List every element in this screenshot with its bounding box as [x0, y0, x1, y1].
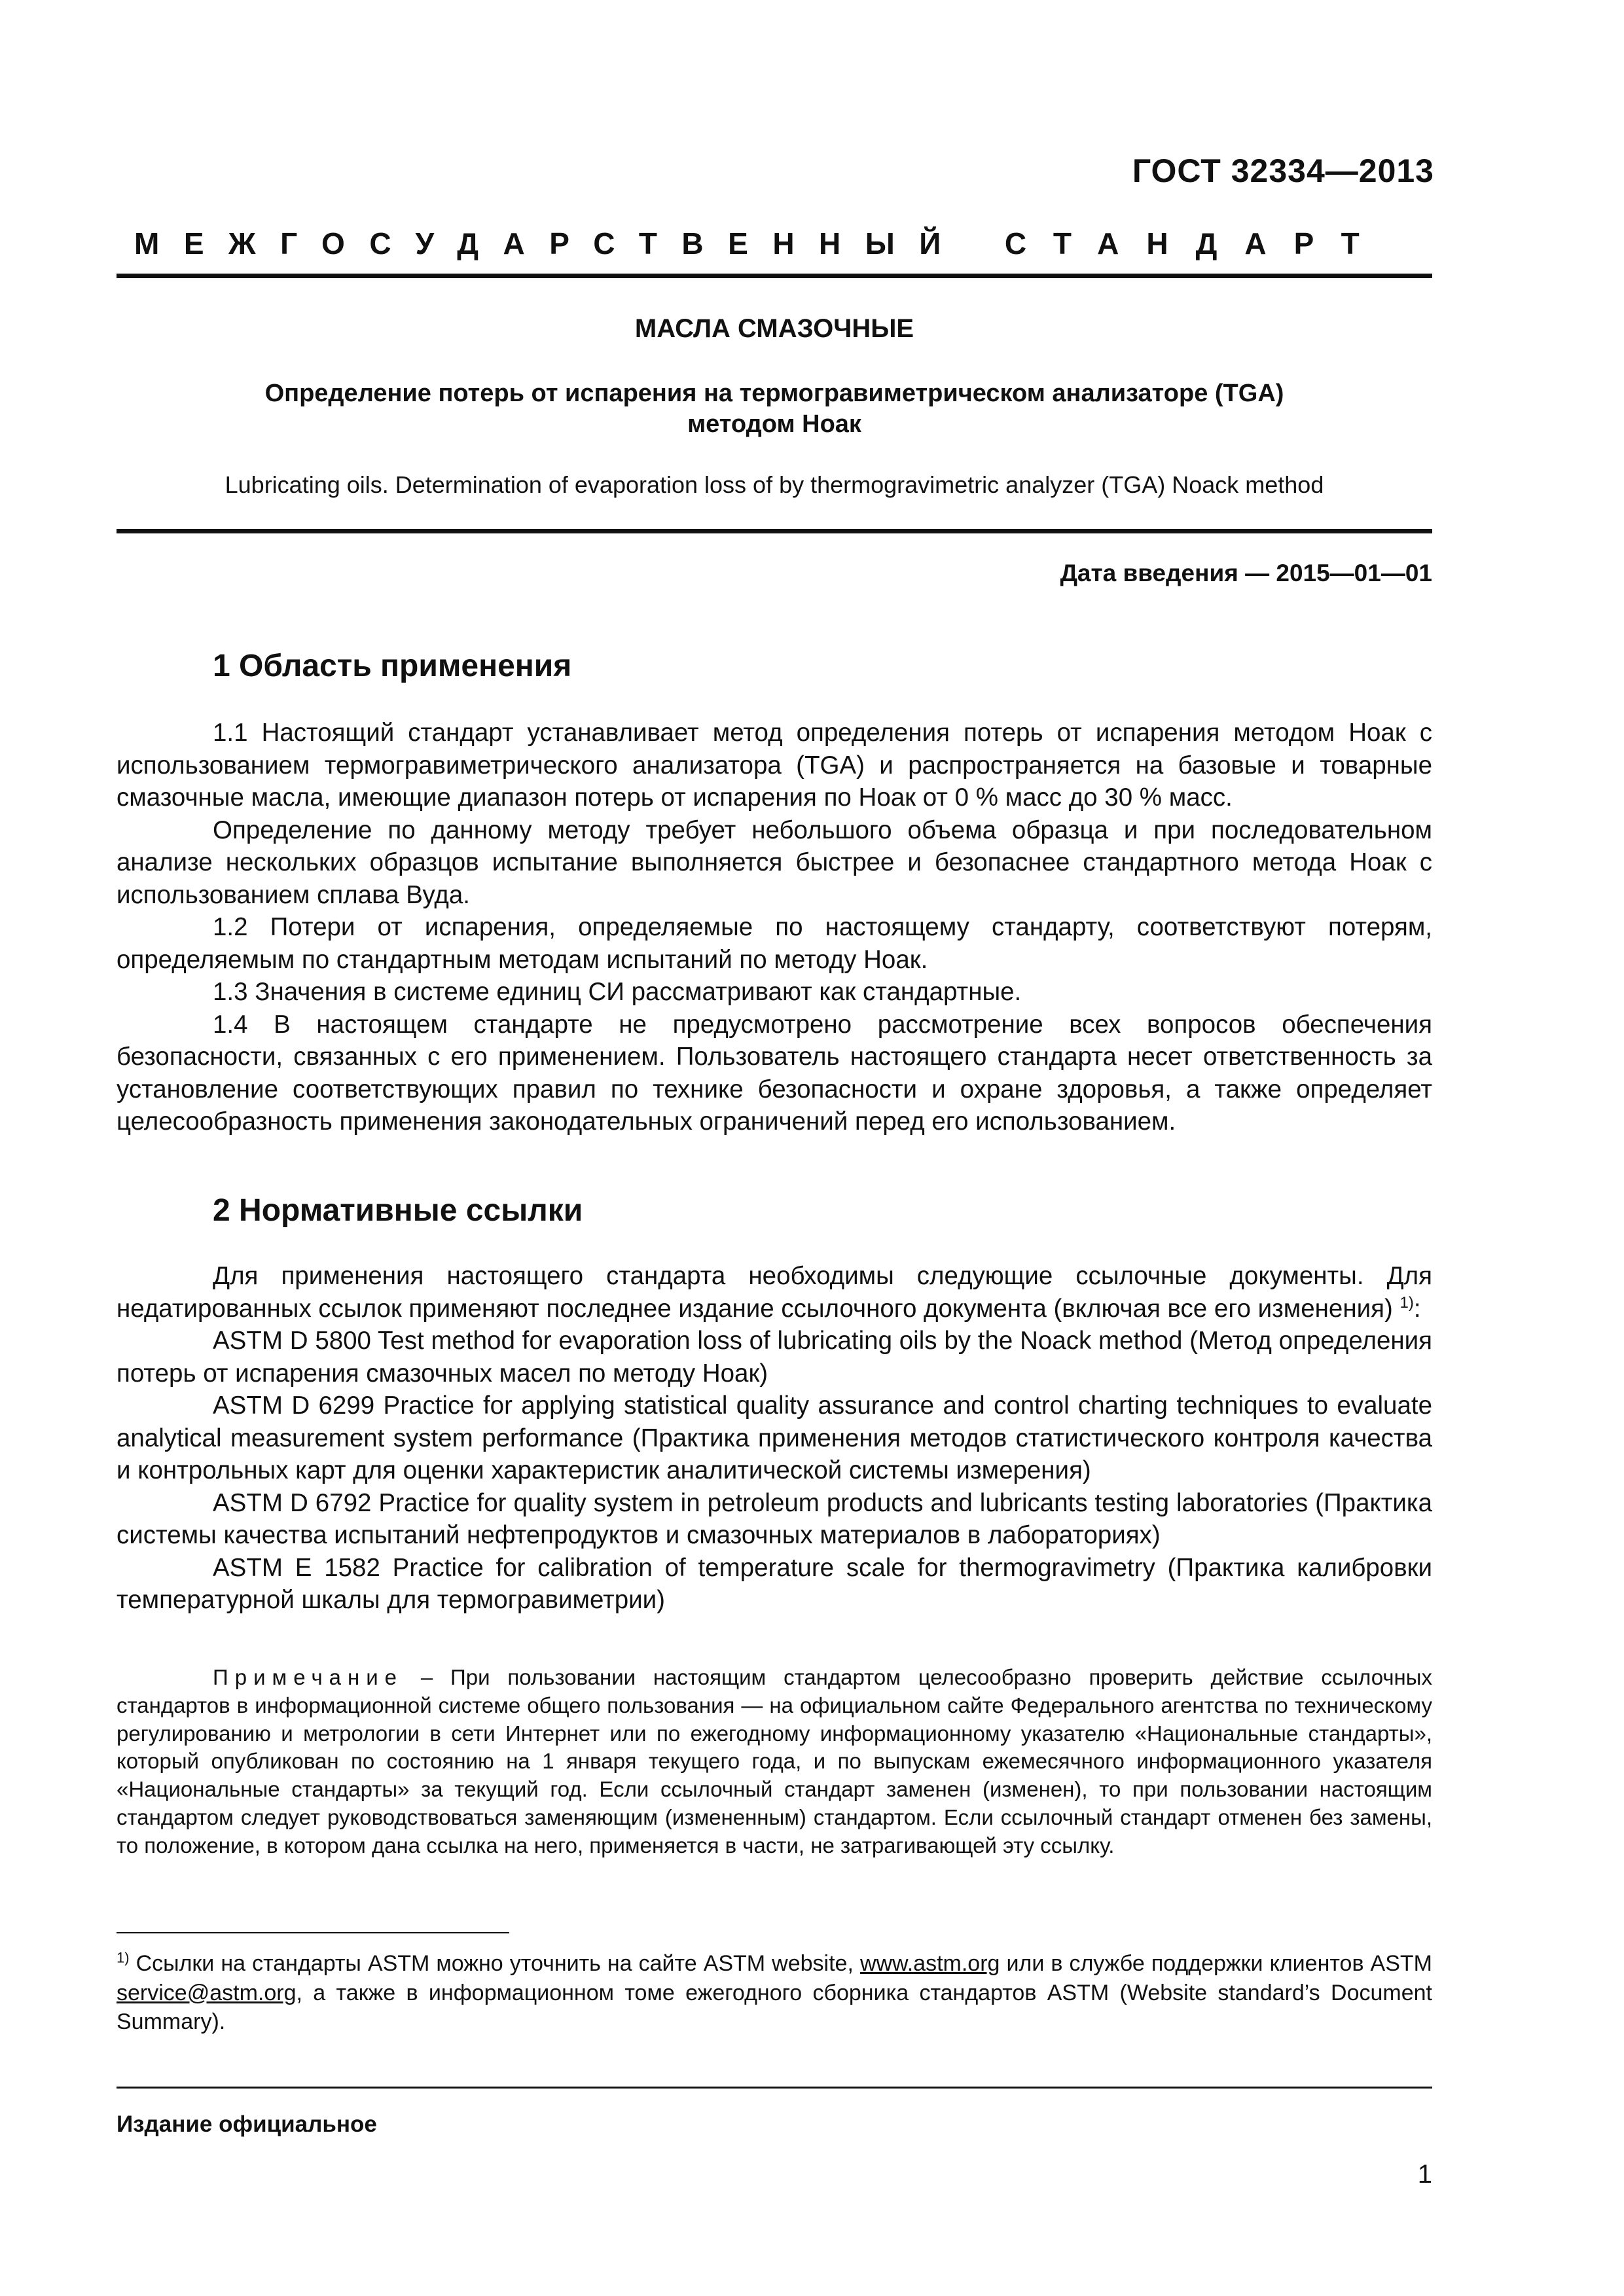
- footnote-separator: [117, 1932, 509, 1933]
- footnote-text: , а также в информационном томе ежегодного сборника стандартов ASTM (Website standard’s Document Summary).: [117, 1980, 1432, 2034]
- interstate-word: МЕЖГОСУДАРСТВЕННЫЙ: [134, 226, 965, 260]
- section-2-heading: 2 Нормативные ссылки: [213, 1193, 583, 1228]
- page-number: 1: [1417, 2160, 1432, 2189]
- note-block: [117, 1664, 1432, 1860]
- footnote-marker: 1): [117, 1949, 130, 1966]
- subtitle-line-1: Определение потерь от испарения на термогравиметрическом анализаторе (TGA): [264, 380, 1284, 407]
- paragraph: 1.2 Потери от испарения, определяемые по настоящему стандарту, соответствуют потерям, определяемым по стандартным методам испытаний по методу Ноак.: [117, 913, 1432, 974]
- title-rule: [117, 529, 1432, 533]
- introduction-date: Дата введения — 2015—01—01: [1060, 560, 1432, 586]
- footnote-ref: 1): [1399, 1293, 1414, 1312]
- interstate-standard-label: [134, 226, 1391, 261]
- paragraph: Определение по данному методу требует небольшого объема образца и при последовательном анализе нескольких образцов испытание выполняется быстрее и безопаснее стандартного метода Ноак с использованием сплава Вуда.: [117, 816, 1432, 909]
- footnote-text: Ссылки на стандарты ASTM можно уточнить на сайте ASTM website,: [129, 1951, 860, 1976]
- refs-intro-text: Для применения настоящего стандарта необходимы следующие ссылочные документы. Для недатированных ссылок применяют последнее издание ссылочного документа (включая все его изменения): [117, 1262, 1432, 1323]
- paragraph: 1.3 Значения в системе единиц СИ рассматривают как стандартные.: [213, 978, 1022, 1006]
- note-label: Примечание: [213, 1665, 404, 1689]
- reference-item: ASTM D 5800 Test method for evaporation loss of lubricating oils by the Noack method (Метод определения потерь от испарения смазочных масел по методу Ноак): [117, 1327, 1432, 1388]
- reference-item: ASTM E 1582 Practice for calibration of temperature scale for thermogravimetry (Практика калибровки температурной шкалы для термогравиметрии): [117, 1553, 1432, 1614]
- title-english: Lubricating oils. Determination of evaporation loss of by thermogravimetric analyzer (TGA) Noack method: [225, 471, 1324, 498]
- document-number: ГОСТ 32334—2013: [1132, 152, 1434, 189]
- astm-website-link[interactable]: www.astm.org: [859, 1951, 1000, 1976]
- note-text: – При пользовании настоящим стандартом целесообразно проверить действие ссылочных стандартов в информационной системе общего пользования — на официальном сайте Федерального агентства по техническому регулированию и метрологии в сети Интернет или по ежегодному информационному указателю «Национальные стандарты», который опубликован по состоянию на 1 января текущего года, и по выпускам ежемесячного информационного указателя «Национальные стандарты» за текущий год. Если ссылочный стандарт заменен (изменен), то при пользовании настоящим стандартом следует руководствоваться заменяющим (измененным) стандартом. Если ссылочный стандарт отменен без замены, то положение, в котором дана ссылка на него, применяется в части, не затрагивающей эту ссылку.: [117, 1665, 1432, 1857]
- note-paragraph: [117, 1664, 1432, 1860]
- footer-rule: [117, 2087, 1432, 2089]
- footnote-paragraph: [117, 1949, 1432, 2037]
- title-subtitle: [117, 378, 1432, 440]
- paragraph: [117, 1260, 1432, 1325]
- section-1-body: [117, 717, 1432, 1138]
- subtitle-line-2: методом Ноак: [687, 410, 861, 438]
- footnote-text: или в службе поддержки клиентов ASTM: [1000, 1951, 1432, 1976]
- reference-item: ASTM D 6792 Practice for quality system in petroleum products and lubricants testing laboratories (Практика системы качества испытаний нефтепродуктов и смазочных материалов в лабораториях): [117, 1488, 1432, 1549]
- reference-item: ASTM D 6299 Practice for applying statistical quality assurance and control charting techniques to evaluate analytical measurement system performance (Практика применения методов статистического контроля качества и контрольных карт для оценки характеристик аналитической системы измерения): [117, 1391, 1432, 1484]
- paragraph: 1.4 В настоящем стандарте не предусмотрено рассмотрение всех вопросов обеспечения безопасности, связанных с его применением. Пользователь настоящего стандарта несет ответственность за установление соответствующих правил по технике безопасности и охране здоровья, а также определяет целесообразность применения законодательных ограничений перед его использованием.: [117, 1010, 1432, 1136]
- header-rule: [117, 274, 1432, 278]
- footnote: [117, 1949, 1432, 2037]
- astm-email-link[interactable]: service@astm.org: [117, 1980, 297, 2005]
- section-2-body: [117, 1260, 1432, 1617]
- title-main: МАСЛА СМАЗОЧНЫЕ: [634, 314, 914, 343]
- refs-intro-colon: :: [1413, 1294, 1421, 1323]
- official-edition-label: Издание официальное: [117, 2111, 377, 2137]
- section-1-heading: 1 Область применения: [213, 649, 572, 683]
- standard-word: СТАНДАРТ: [1004, 226, 1387, 260]
- paragraph: 1.1 Настоящий стандарт устанавливает метод определения потерь от испарения методом Ноак с использованием термогравиметрического анализатора (TGA) и распространяется на базовые и товарные смазочные масла, имеющие диапазон потерь от испарения по Ноак от 0 % масс до 30 % масс.: [117, 719, 1432, 812]
